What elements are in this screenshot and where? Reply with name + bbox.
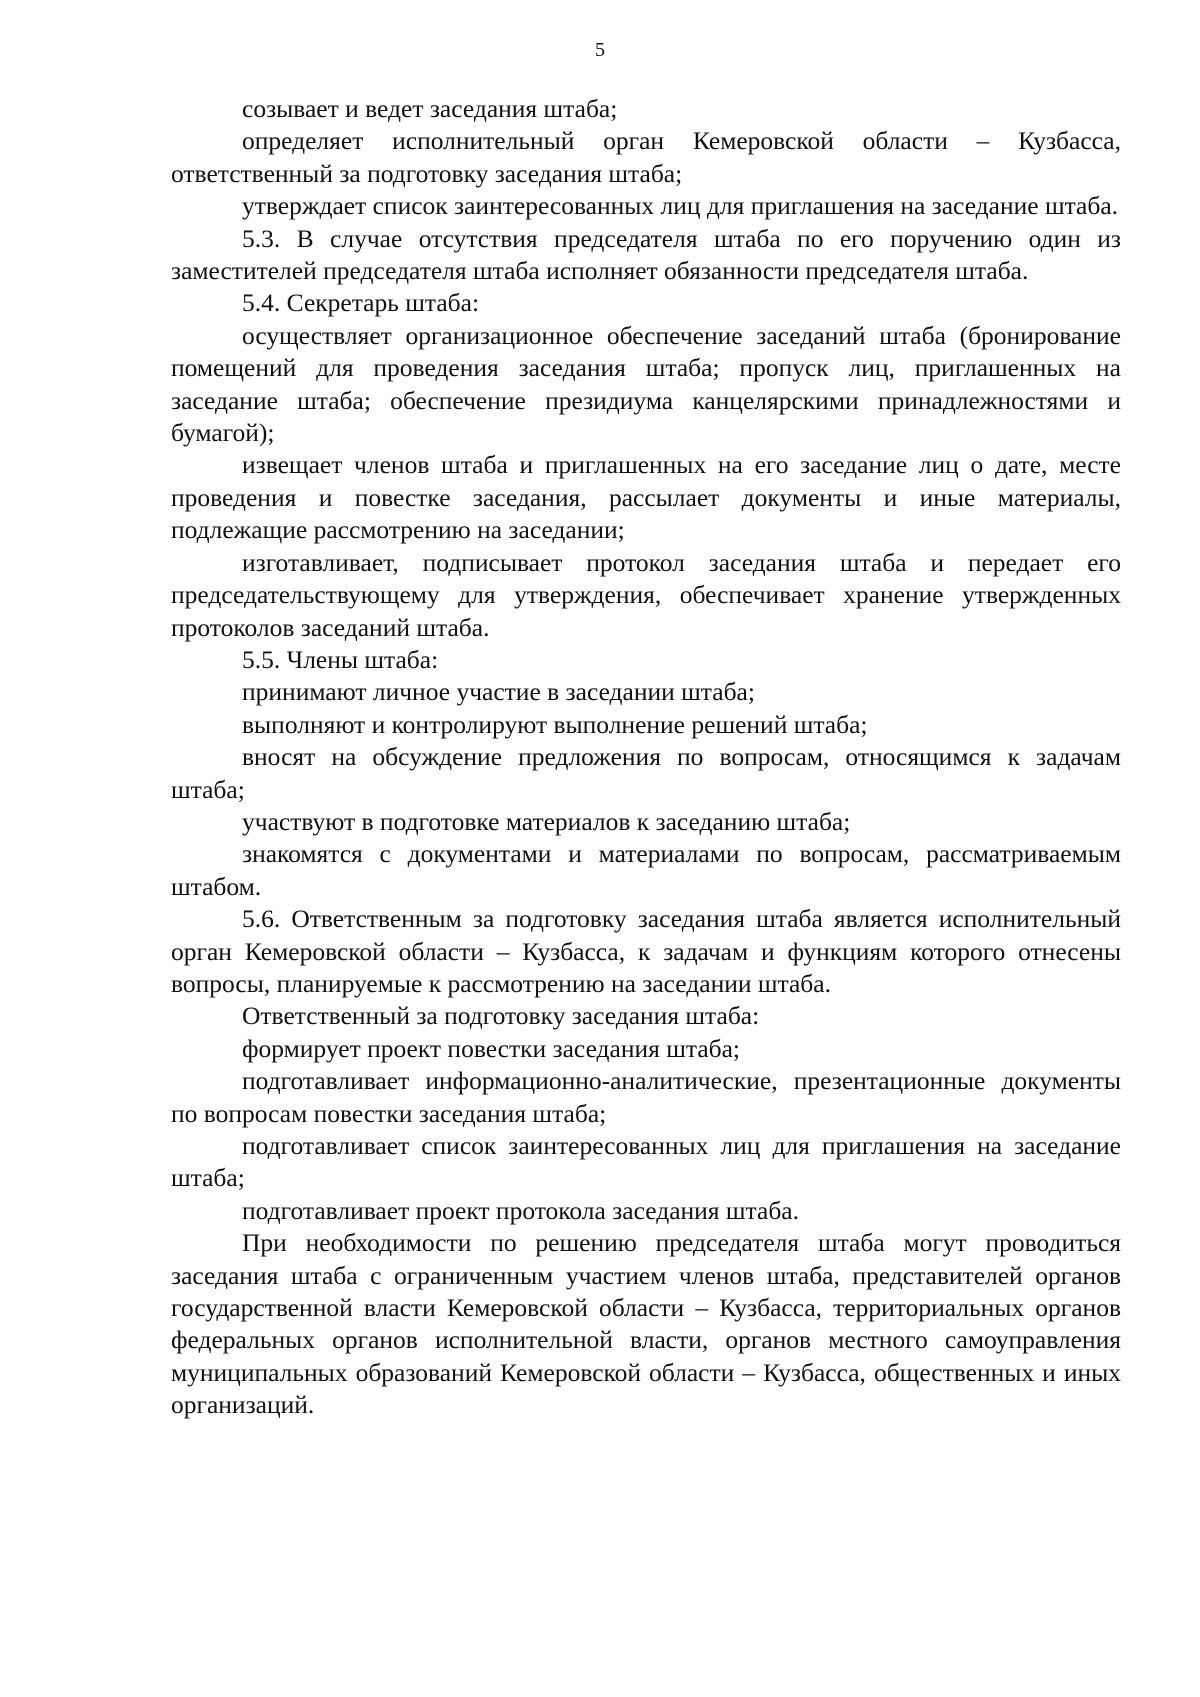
paragraph: знакомятся с документами и материалами по вопросам, рассматриваемым штабом. <box>171 839 1121 901</box>
paragraph: принимают личное участие в заседании штаба; <box>242 677 755 707</box>
paragraph: формирует проект повестки заседания штаба; <box>242 1033 741 1063</box>
paragraph: вносят на обсуждение предложения по вопросам, относящимся к задачам штаба; <box>171 742 1121 804</box>
section-heading: 5.5. Члены штаба: <box>242 644 439 674</box>
paragraph: подготавливает информационно-аналитические, презентационные документы по вопросам повестки заседания штаба; <box>171 1066 1121 1128</box>
paragraph: При необходимости по решению председателя штаба могут проводиться заседания штаба с ограниченным участием членов штаба, представителей органов государственной власти Кемеровской области – Кузбасса, территориальных органов федеральных органов исполнительной власти, органов местного самоуправления муниципальных образований Кемеровской области – Кузбасса, общественных и иных организаций. <box>171 1228 1121 1420</box>
paragraph: Ответственный за подготовку заседания штаба: <box>242 1001 760 1031</box>
paragraph: изготавливает, подписывает протокол заседания штаба и передает его председательствующему для утверждения, обеспечивает хранение утвержденных протоколов заседаний штаба. <box>171 547 1121 642</box>
paragraph: утверждает список заинтересованных лиц для приглашения на заседание штаба. <box>242 191 1119 221</box>
paragraph: подготавливает список заинтересованных лиц для приглашения на заседание штаба; <box>171 1131 1121 1193</box>
paragraph: участвуют в подготовке материалов к заседанию штаба; <box>242 806 851 836</box>
paragraph: созывает и ведет заседания штаба; <box>242 94 618 123</box>
paragraph: извещает членов штаба и приглашенных на его заседание лиц о дате, месте проведения и повестке заседания, рассылает документы и иные материалы, подлежащие рассмотрению на заседании; <box>171 450 1121 545</box>
paragraph: подготавливает проект протокола заседания штаба. <box>242 1195 799 1225</box>
paragraph: выполняют и контролируют выполнение решений штаба; <box>242 709 868 739</box>
section-heading: 5.4. Секретарь штаба: <box>242 288 480 318</box>
document-body <box>171 93 1121 1422</box>
paragraph: 5.3. В случае отсутствия председателя штаба по его поручению один из заместителей председателя штаба исполняет обязанности председателя штаба. <box>171 223 1121 286</box>
paragraph: осуществляет организационное обеспечение заседаний штаба (бронирование помещений для проведения заседания штаба; пропуск лиц, приглашенных на заседание штаба; обеспечение президиума канцелярскими принадлежностями и бумагой); <box>171 320 1121 448</box>
paragraph: 5.6. Ответственным за подготовку заседания штаба является исполнительный орган Кемеровской области – Кузбасса, к задачам и функциям которого отнесены вопросы, планируемые к рассмотрению на заседании штаба. <box>171 904 1121 998</box>
page-number: 5 <box>595 39 605 61</box>
paragraph: определяет исполнительный орган Кемеровской области – Кузбасса, ответственный за подготовку заседания штаба; <box>171 126 1121 188</box>
